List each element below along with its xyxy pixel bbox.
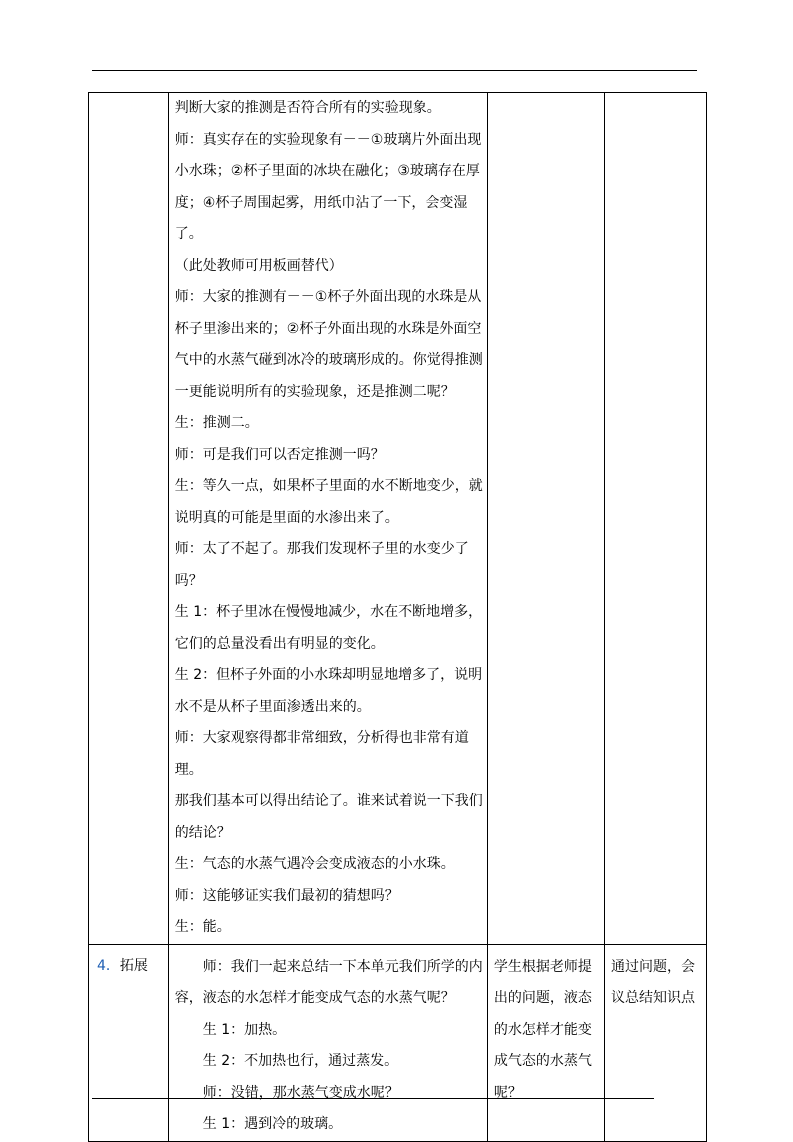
text-line: 生 1：加热。 xyxy=(202,1021,287,1038)
text-line: 成气态的水蒸气 xyxy=(493,1053,592,1069)
text-line: 生：能。 xyxy=(174,919,231,935)
text-line: 吗？ xyxy=(174,572,203,589)
text-line: 生：气态的水蒸气遇冷会变成液态的小水珠。 xyxy=(174,856,455,872)
text-line: （此处教师可用板画替代） xyxy=(174,257,343,274)
stage-cell xyxy=(89,944,169,1141)
stage-cell-empty xyxy=(89,93,169,945)
text-line: 师：没错，那水蒸气变成水呢？ xyxy=(202,1084,399,1101)
text-line: 生 2：不加热也行，通过蒸发。 xyxy=(202,1053,399,1069)
text-line: 呢？ xyxy=(493,1084,522,1101)
text-line: 的结论？ xyxy=(174,824,231,841)
text-line: 生 2：但杯子外面的小水珠却明显地增多了，说明 xyxy=(174,667,483,683)
student-activity-cell-empty xyxy=(487,93,604,945)
text-line: 师：大家观察得都非常细致，分析得也非常有道理。 xyxy=(174,730,469,778)
stage-name: 拓展 xyxy=(119,957,148,974)
text-line: 师：太了不起了。那我们发现杯子里的水变少了 xyxy=(174,541,469,557)
lesson-plan-table xyxy=(88,92,707,1142)
text-line: 师：大家的推测有－－①杯子外面出现的水珠是从 xyxy=(174,289,482,305)
text-line: 一更能说明所有的实验现象，还是推测二呢？ xyxy=(174,383,455,400)
text-line: 那我们基本可以得出结论了。谁来试着说一下我们 xyxy=(174,793,483,809)
text-line: 生 1：遇到冷的玻璃。 xyxy=(202,1116,343,1132)
text-line: 杯子里渗出来的；②杯子外面出现的水珠是外面空 xyxy=(174,320,482,337)
text-line: 说明真的可能是里面的水渗出来了。 xyxy=(174,509,399,526)
text-line: 容，液态的水怎样才能变成气态的水蒸气呢？ xyxy=(174,990,455,1006)
text-line: 师：这能够证实我们最初的猜想吗？ xyxy=(174,887,399,904)
student-activity-cell xyxy=(487,944,604,1141)
table-row xyxy=(89,944,707,1141)
text-line: 师：我们一起来总结一下本单元我们所学的内 xyxy=(202,958,483,975)
text-line: 师：可是我们可以否定推测一吗？ xyxy=(174,446,385,463)
text-line: 通过问题，会 xyxy=(610,958,695,975)
table-row xyxy=(89,93,707,945)
text-line: 生：等久一点，如果杯子里面的水不断地变少，就 xyxy=(174,478,483,494)
text-line: 水不是从杯子里面渗透出来的。 xyxy=(174,698,371,715)
stage-number: 4． xyxy=(97,957,120,974)
text-line: 小水珠；②杯子里面的冰块在融化；③玻璃存在厚 xyxy=(174,163,480,179)
text-line: 判断大家的推测是否符合所有的实验现象。 xyxy=(174,100,441,116)
text-line: 气中的水蒸气碰到冰冷的玻璃形成的。你觉得推测 xyxy=(174,352,483,368)
text-line: 的水怎样才能变 xyxy=(493,1021,592,1038)
text-line: 学生根据老师提 xyxy=(493,958,592,975)
teaching-process-cell xyxy=(168,944,487,1141)
design-intent-cell xyxy=(604,944,706,1141)
footer-rule xyxy=(92,1098,654,1099)
design-intent-cell-empty xyxy=(604,93,706,945)
text-line: 度；④杯子周围起雾，用纸巾沾了一下，会变湿了。 xyxy=(174,194,468,242)
header-rule xyxy=(92,70,697,71)
teaching-process-cell xyxy=(168,93,487,945)
text-line: 生：推测二。 xyxy=(174,415,259,431)
text-line: 生 1：杯子里冰在慢慢地减少，水在不断地增多， xyxy=(174,604,483,620)
text-line: 它们的总量没看出有明显的变化。 xyxy=(174,635,385,652)
text-line: 师：真实存在的实验现象有－－①玻璃片外面出现 xyxy=(174,131,482,148)
text-line: 议总结知识点 xyxy=(610,990,695,1006)
text-line: 出的问题，液态 xyxy=(493,990,592,1006)
